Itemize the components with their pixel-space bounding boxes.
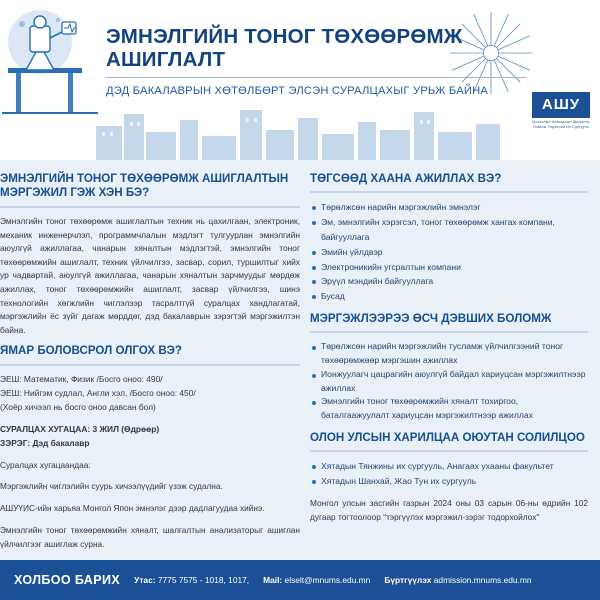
list-item: Эмийн үйлдвэр bbox=[310, 245, 588, 260]
list-item: Электроникийн угсралтын компани bbox=[310, 260, 588, 275]
phone-label: Утас: bbox=[134, 575, 156, 585]
logo-caption: Монголын Анагаахын Шинжлэх Ухааны Үндэсний Их Сургууль bbox=[532, 120, 590, 130]
logo-mark: АШУ bbox=[532, 92, 590, 118]
list-item: Эм, эмнэлгийн хэрэгсэл, тоног төхөөрөмж хангах компани, байгууллага bbox=[310, 215, 588, 245]
page-title: ЭМНЭЛГИЙН ТОНОГ ТӨХӨӨРӨМЖ АШИГЛАЛТ bbox=[106, 25, 463, 71]
right-section1-title: ТӨГСӨӨД ХААНА АЖИЛЛАХ ВЭ? bbox=[310, 172, 502, 185]
right-column bbox=[300, 172, 600, 552]
right-section2-title: МЭРГЭЖЛЭЭРЭЭ ӨСЧ ДЭВШИХ БОЛОМЖ bbox=[310, 311, 552, 325]
workplace-list bbox=[310, 200, 588, 303]
right-section3-title: ОЛОН УЛСЫН ХАРИЛЦАА ОЮУТАН СОЛИЛЦОО bbox=[310, 430, 585, 444]
phone-info bbox=[134, 575, 249, 585]
list-item: Хятадын Тянжины их сургууль, Анагаах ухааны факультет bbox=[310, 459, 588, 474]
poster-header bbox=[0, 0, 600, 160]
list-item: Ионжуулагч цацрагийн аюулгүй байдал хариуцсан мэргэжилтнээр ажиллах bbox=[310, 368, 588, 396]
header-title-block bbox=[106, 26, 546, 97]
register-label: Бүртгүүлэх bbox=[384, 575, 432, 585]
title-divider bbox=[106, 77, 526, 78]
city-skyline-graphic bbox=[96, 96, 516, 160]
list-item: Бусад bbox=[310, 289, 588, 304]
exam-line-1: ЭЕШ: Математик, Физик /Босго оноо: 490/ bbox=[0, 373, 163, 384]
exchange-list bbox=[310, 459, 588, 489]
degree-line: ЗЭРЭГ: Дэд бакалавр bbox=[0, 437, 90, 448]
study-note-3: Эмнэлгийн тоног төхөөрөмжийн хяналт, шалгалтын анализаторыг ашиглан үйлчилгээг ашиглаж сурна. bbox=[0, 525, 300, 549]
list-item: Төрөлжсөн нарийн мэргэжлийн эмнэлэг bbox=[310, 200, 588, 215]
exam-requirements bbox=[0, 373, 300, 415]
career-growth-list bbox=[310, 340, 588, 423]
left-section1-body: Эмнэлгийн тоног төхөөрөмж ашиглалтын техник нь цахилгаан, электроник, механик инженерчлэл, программчлалын мэдлэгт тулгуурлан эмнэлгийн аюулгүй ажиллагаа, чанарын хяналтын мэдлэгтэй, эмнэлгийн тоног төхөөрөмжийн ашиглалт, техник үйлчилгээ, засвар, сорил, туршилтыг хийх ур чадвартай, аюулгүй ажиллагаа, чанарын хяналтын зарчмуудыг мөрдөж ажиллах, тоног төхөөрөмжийн ашиглалт, засвар үйлчилгээ, шинэ технологийн хөгжлийн чиглэлээр тасралтгүй суралцах хандлагатай, мэргэжлийн ёс зүйг дагаж мөрддөг, дэд бакалаврын зэрэгтэй мэргэжилтэн байна. bbox=[0, 215, 300, 335]
study-note-2: АШУҮИС-ийн харьяа Монгол Япон эмнэлэг дээр дадлагуудаа хийнэ. bbox=[0, 503, 265, 514]
left-section1-divider bbox=[0, 206, 300, 208]
contact-footer bbox=[0, 560, 600, 600]
left-column bbox=[0, 172, 300, 552]
register-value[interactable]: admission.mnums.edu.mn bbox=[433, 575, 532, 585]
duration-line: СУРАЛЦАХ ХУГАЦАА: 3 ЖИЛ (Өдрөөр) bbox=[0, 423, 160, 434]
left-section2-divider bbox=[0, 364, 300, 366]
list-item: Төрөлжсөн нарийн мэргэжлийн тусламж үйлчилгээний тоног төхөөрөмжөөр мэргэшин ажиллах bbox=[310, 340, 588, 368]
university-logo bbox=[532, 92, 590, 131]
page-subtitle: ДЭД БАКАЛАВРЫН ХӨТӨЛБӨРТ ЭЛСЭН СУРАЛЦАХЫГ УРЬЖ БАЙНА bbox=[106, 85, 489, 98]
left-section1-title: ЭМНЭЛГИЙН ТОНОГ ТӨХӨӨРӨМЖ АШИГЛАЛТЫН МЭРГЭЖИЛ ГЭЖ ХЭН БЭ? bbox=[0, 172, 289, 200]
list-item: Эрүүл мэндийн байгууллага bbox=[310, 274, 588, 289]
doctor-illustration-icon bbox=[0, 8, 100, 128]
study-note-heading: Суралцах хугацаандаа: bbox=[0, 459, 91, 470]
register-info bbox=[384, 575, 531, 585]
phone-value: 7775 7575 - 1018, 1017, bbox=[157, 575, 250, 585]
mail-value[interactable]: elselt@mnums.edu.mn bbox=[284, 575, 371, 585]
exam-line-2: ЭЕШ: Нийгэм судлал, Англи хэл, /Босго оноо: 450/ bbox=[0, 387, 196, 398]
content-columns bbox=[0, 172, 600, 552]
left-section2-title: ЯМАР БОЛОВСРОЛ ОЛГОХ ВЭ? bbox=[0, 344, 183, 358]
list-item: Эмнэлгийн тоног төхөөрөмжийн хяналт тохиргоо, баталгаажуулалт хариуцсан мэргэжилтнээр ажиллах bbox=[310, 395, 588, 423]
contact-title: ХОЛБОО БАРИХ bbox=[14, 573, 121, 587]
right-section2-divider bbox=[310, 331, 588, 333]
right-section1-divider bbox=[310, 191, 588, 193]
program-details bbox=[0, 423, 300, 451]
list-item: Хятадын Шанхай, Жао Тун их сургууль bbox=[310, 474, 588, 489]
government-resolution-note: Монгол улсын засгийн газрын 2024 оны 03 сарын 06-ны өдрийн 102 дугаар тогтоолоор "тэргүүлэх мэргэжил-зэрэг тодорхойлох" bbox=[310, 497, 588, 522]
right-section3-divider bbox=[310, 450, 588, 452]
poster-body bbox=[0, 160, 600, 560]
exam-line-3: (Хоёр хичээл нь босго оноо давсан бол) bbox=[0, 401, 156, 412]
mail-label: Mail: bbox=[263, 575, 283, 585]
study-note-1: Мэргэжлийн чиглэлийн суурь хичээлүүдийг үзэж судална. bbox=[0, 481, 223, 492]
mail-info bbox=[263, 575, 370, 585]
